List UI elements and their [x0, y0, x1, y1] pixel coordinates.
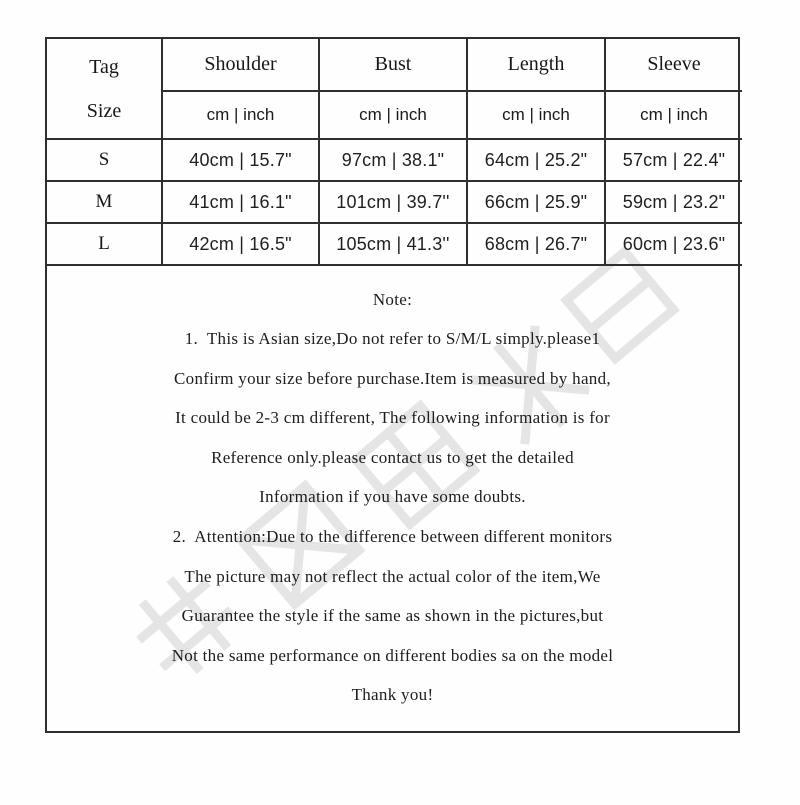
- tag-size-header-cell: [47, 39, 162, 139]
- table-row-s: [47, 139, 742, 181]
- length-cell: 68cm | 26.7": [467, 223, 605, 265]
- note-line: 1. This is Asian size,Do not refer to S/M/L simply.please1: [184, 329, 601, 349]
- note-line: Not the same performance on different bodies sa on the model: [171, 645, 614, 665]
- size-cell: L: [47, 223, 162, 265]
- bust-cell: 101cm | 39.7'': [319, 181, 467, 223]
- table-row-m: [47, 181, 742, 223]
- size-chart-sheet: [45, 37, 740, 733]
- size-cell: M: [47, 181, 162, 223]
- note-thank-you: Thank you!: [351, 685, 434, 705]
- length-cell: 66cm | 25.9": [467, 181, 605, 223]
- sleeve-cell: 59cm | 23.2": [605, 181, 742, 223]
- table-row-l: [47, 223, 742, 265]
- note-line: 2. Attention:Due to the difference between different monitors: [172, 527, 613, 547]
- unit-label-sleeve: cm | inch: [605, 91, 742, 139]
- note-title: Note:: [372, 289, 413, 309]
- col-header-shoulder: Shoulder: [162, 39, 319, 91]
- note-line: Reference only.please contact us to get the detailed: [211, 447, 574, 467]
- col-header-length: Length: [467, 39, 605, 91]
- note-line: Confirm your size before purchase.Item is measured by hand,: [174, 368, 611, 388]
- shoulder-cell: 40cm | 15.7": [162, 139, 319, 181]
- note-section: [47, 266, 738, 731]
- unit-label-shoulder: cm | inch: [162, 91, 319, 139]
- size-table: [47, 39, 742, 266]
- header-row-measures: [47, 39, 742, 91]
- sleeve-cell: 57cm | 22.4": [605, 139, 742, 181]
- size-label: Size: [86, 99, 122, 122]
- unit-label-length: cm | inch: [467, 91, 605, 139]
- note-line: Guarantee the style if the same as shown in the pictures,but: [181, 606, 604, 626]
- col-header-sleeve: Sleeve: [605, 39, 742, 91]
- length-cell: 64cm | 25.2": [467, 139, 605, 181]
- note-line: The picture may not reflect the actual color of the item,We: [184, 566, 601, 586]
- note-line: It could be 2-3 cm different, The following information is for: [175, 408, 610, 428]
- unit-label-bust: cm | inch: [319, 91, 467, 139]
- sleeve-cell: 60cm | 23.6": [605, 223, 742, 265]
- shoulder-cell: 41cm | 16.1": [162, 181, 319, 223]
- tag-label: Tag: [89, 55, 119, 78]
- bust-cell: 97cm | 38.1": [319, 139, 467, 181]
- bust-cell: 105cm | 41.3'': [319, 223, 467, 265]
- size-cell: S: [47, 139, 162, 181]
- col-header-bust: Bust: [319, 39, 467, 91]
- note-line: Information if you have some doubts.: [259, 487, 526, 507]
- shoulder-cell: 42cm | 16.5": [162, 223, 319, 265]
